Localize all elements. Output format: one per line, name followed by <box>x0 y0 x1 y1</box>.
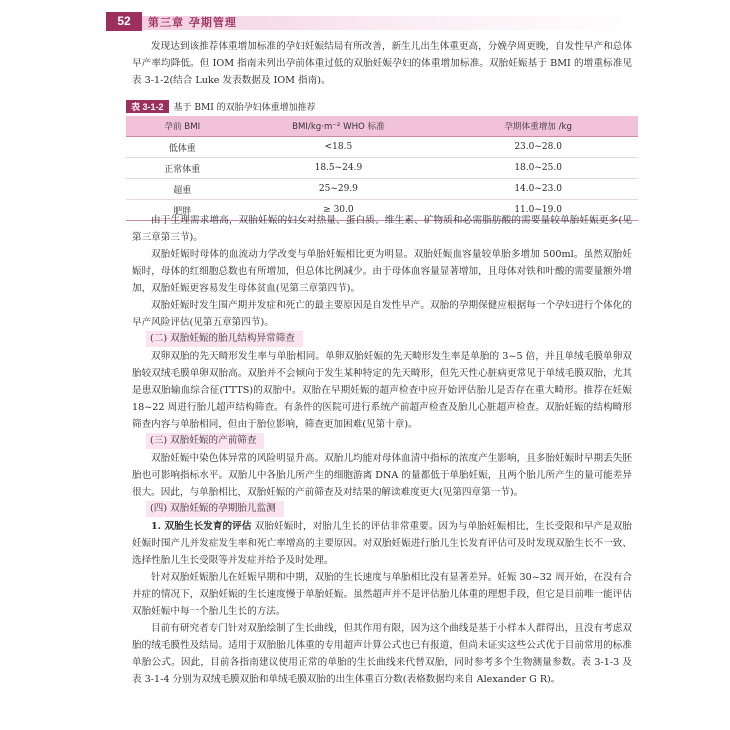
table-label: 表 3-1-2 <box>126 100 169 113</box>
table-row <box>126 158 638 179</box>
table-cell: ≥ 30.0 <box>239 200 439 221</box>
paragraph-prenatal: 双胎妊娠中染色体异常的风险明显升高。双胎儿均能对母体血清中指标的浓度产生影响，且多胎妊娠时早期丢失胚胎也可影响指标水平。双胎儿中各胎儿所产生的细胞游离 DNA 的量都低于单胎妊娠，且两个胎儿所产生的量可能差异很大。因此，与单胎相比，双胎妊娠的产前筛查及对结果的解读难度更大(见第四章第一节)。 <box>132 453 632 498</box>
section-heading-structural-screening: (二) 双胎妊娠的胎儿结构异常筛查 <box>146 331 303 347</box>
table-cell: 23.0~28.0 <box>438 137 638 158</box>
table-header-row <box>126 116 638 137</box>
table-cell: 超重 <box>126 179 239 200</box>
paragraph-structural: 双卵双胎的先天畸形发生率与单胎相同。单卵双胎妊娠的先天畸形发生率是单胎的 3~5 倍，并且单绒毛膜单卵双胎较双绒毛膜单卵双胎高。双胎并不会倾向于发生某种特定的先天畸形，但先天性心脏病更常见于单绒毛膜双胎，尤其是患双胎输血综合征(TTTS)的双胎中。双胎在早期妊娠的超声检查中应开始评估胎儿是否存在重大畸形。推荐在妊娠 18~22 周进行胎儿超声结构筛查。有条件的医院可进行系统产前超声检查及胎儿心脏超声检查。双胎妊娠的结构畸形筛查内容与单胎相同，但由于胎位影响，筛查更加困难(见第十章)。 <box>132 351 632 430</box>
section-heading-fetal-monitoring: (四) 双胎妊娠的孕期胎儿监测 <box>146 501 284 517</box>
paragraph-growth-speed: 针对双胎妊娠胎儿在妊娠早期和中期，双胎的生长速度与单胎相比没有显著差异。妊娠 30~32 周开始，在没有合并症的情况下，双胎妊娠的生长速度慢于单胎妊娠。虽然超声并不是评估胎儿体重的理想手段，但它是目前唯一能评估双胎妊娠中每一个胎儿生长的方法。 <box>132 572 632 617</box>
paragraph-hemodynamics: 双胎妊娠时母体的血流动力学改变与单胎妊娠相比更为明显。双胎妊娠血容量较单胎多增加 500ml。虽然双胎妊娠时，母体的红细胞总数也有所增加，但总体比例减少。由于母体血容量显著增加，且母体对铁和叶酸的需要量额外增加，双胎妊娠更容易发生母体贫血(见第三章第四节)。 <box>132 249 632 294</box>
paragraph-growth-assessment <box>132 518 632 569</box>
table-row <box>126 179 638 200</box>
table-header-cell: 孕期体重增加 /kg <box>438 116 638 137</box>
table-row <box>126 137 638 158</box>
paragraph-nutrition: 由于生理需求增高，双胎妊娠的妇女对热量、蛋白质、维生素、矿物质和必需脂肪酸的需要量较单胎妊娠更多(见第三章第三节)。 <box>132 215 632 243</box>
table-cell: 低体重 <box>126 137 239 158</box>
table-cell: 肥胖 <box>126 200 239 221</box>
intro-paragraph: 发现达到该推荐体重增加标准的孕妇妊娠结局有所改善，新生儿出生体重更高，分娩孕周更晚，自发性早产和总体早产率均降低。但 IOM 指南未列出孕前体重过低的双胎妊娠孕妇的体重增加标准。双胎妊娠基于 BMI 的增重标准见表 3-1-2(结合 Luke 发表数据及 IOM 指南)。 <box>132 41 632 86</box>
paragraph-preterm: 双胎妊娠时发生围产期并发症和死亡的最主要原因是自发性早产。双胎的孕期保健应根据每一个孕妇进行个体化的早产风险评估(见第五章第四节)。 <box>132 300 632 328</box>
table-caption <box>126 100 638 114</box>
table-cell: 14.0~23.0 <box>438 179 638 200</box>
table-header-cell: 孕前 BMI <box>126 116 239 137</box>
growth-assessment-lead: 1. 双胎生长发育的评估 <box>151 521 252 532</box>
page-number: 52 <box>106 12 142 31</box>
table-cell: 18.5~24.9 <box>239 158 439 179</box>
table-cell: <18.5 <box>239 137 439 158</box>
table-caption-text: 基于 BMI 的双胎孕妇体重增加推荐 <box>173 103 316 113</box>
table-cell: 正常体重 <box>126 158 239 179</box>
chapter-title: 第三章 孕期管理 <box>148 16 237 29</box>
section-heading-prenatal-screening: (三) 双胎妊娠的产前筛查 <box>146 433 264 449</box>
growth-assessment-text: 双胎妊娠时，对胎儿生长的评估非常重要。因为与单胎妊娠相比，生长受限和早产是双胎妊娠时围产儿并发症发生率和死亡率增高的主要原因。对双胎妊娠进行胎儿生长发育评估可及时发现双胎生长不一致、选择性胎儿生长受限等并发症并给予及时处理。 <box>132 521 632 566</box>
table-header-cell: BMI/kg·m⁻² WHO 标准 <box>239 116 439 137</box>
table-cell: 11.0~19.0 <box>438 200 638 221</box>
bmi-table <box>126 116 638 221</box>
table-cell: 25~29.9 <box>239 179 439 200</box>
paragraph-growth-curves: 目前有研究者专门针对双胎绘制了生长曲线，但其作用有限，因为这个曲线是基于小样本人群得出，且没有考虑双胎的绒毛膜性及结局。适用于双胎胎儿体重的专用超声计算公式也已有报道，但尚未证实这些公式优于目前常用的标准单胎公式。因此，目前各指南建议使用正常的单胎的生长曲线来代替双胎，同时参考多个生物测量参数。表 3-1-3 及表 3-1-4 分别为双绒毛膜双胎和单绒毛膜双胎的出生体重百分数(表格数据均来自 Alexander G R)。 <box>132 623 632 685</box>
table-cell: 18.0~25.0 <box>438 158 638 179</box>
